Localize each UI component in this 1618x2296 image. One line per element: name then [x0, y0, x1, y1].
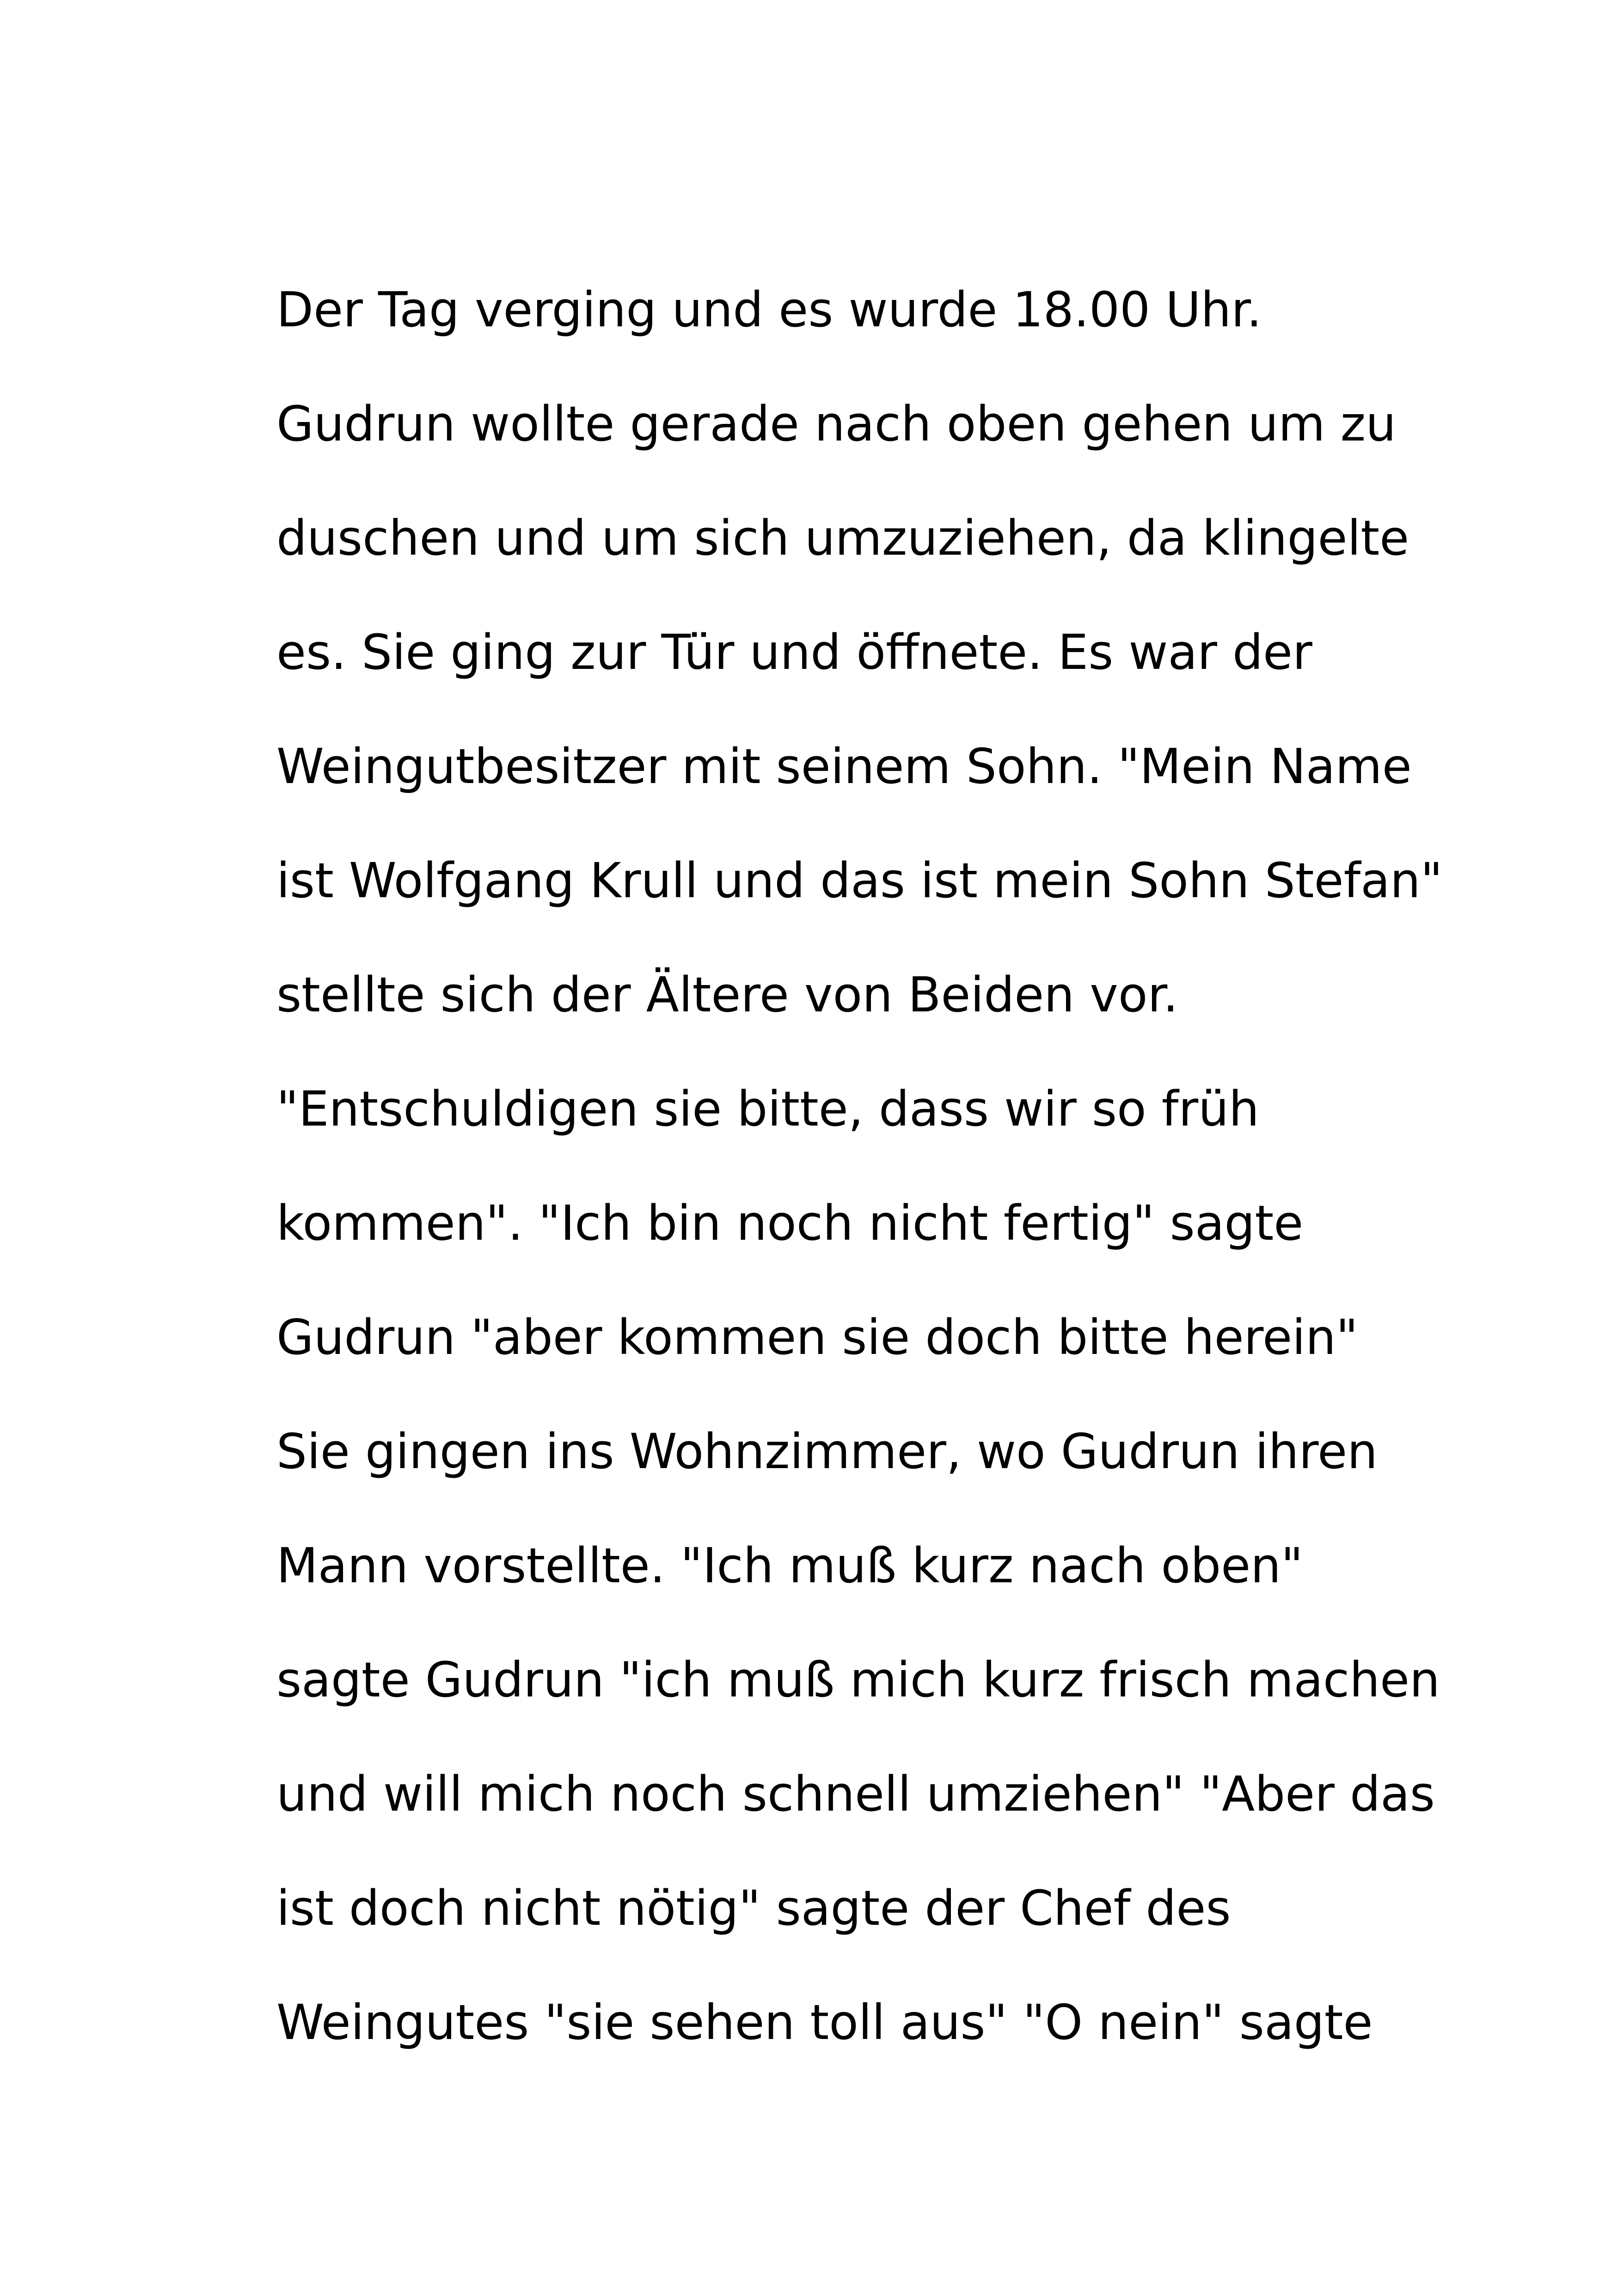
text-line-8: "Entschuldigen sie bitte, dass wir so früh [276, 1081, 1259, 1137]
text-line-16: Weingutes "sie sehen toll aus" "O nein" sagte [276, 1994, 1373, 2051]
text-line-3: duschen und um sich umzuziehen, da klingelte [276, 510, 1410, 566]
text-line-2: Gudrun wollte gerade nach oben gehen um zu [276, 396, 1397, 452]
text-line-6: ist Wolfgang Krull und das ist mein Sohn Stefan" [276, 852, 1443, 909]
text-line-15: ist doch nicht nötig" sagte der Chef des [276, 1880, 1231, 1936]
text-line-7: stellte sich der Ältere von Beiden vor. [276, 967, 1178, 1023]
text-line-13: sagte Gudrun "ich muß mich kurz frisch machen [276, 1652, 1440, 1708]
text-line-11: Sie gingen ins Wohnzimmer, wo Gudrun ihren [276, 1423, 1378, 1480]
text-line-9: kommen". "Ich bin noch nicht fertig" sagte [276, 1195, 1304, 1251]
text-line-12: Mann vorstellte. "Ich muß kurz nach oben" [276, 1537, 1303, 1594]
body-text [276, 263, 1443, 2090]
text-line-4: es. Sie ging zur Tür und öffnete. Es war der [276, 624, 1312, 680]
text-line-5: Weingutbesitzer mit seinem Sohn. "Mein Name [276, 738, 1412, 795]
text-line-10: Gudrun "aber kommen sie doch bitte herein" [276, 1309, 1358, 1365]
text-line-1: Der Tag verging und es wurde 18.00 Uhr. [276, 282, 1262, 338]
text-line-14: und will mich noch schnell umziehen" "Aber das [276, 1766, 1435, 1822]
